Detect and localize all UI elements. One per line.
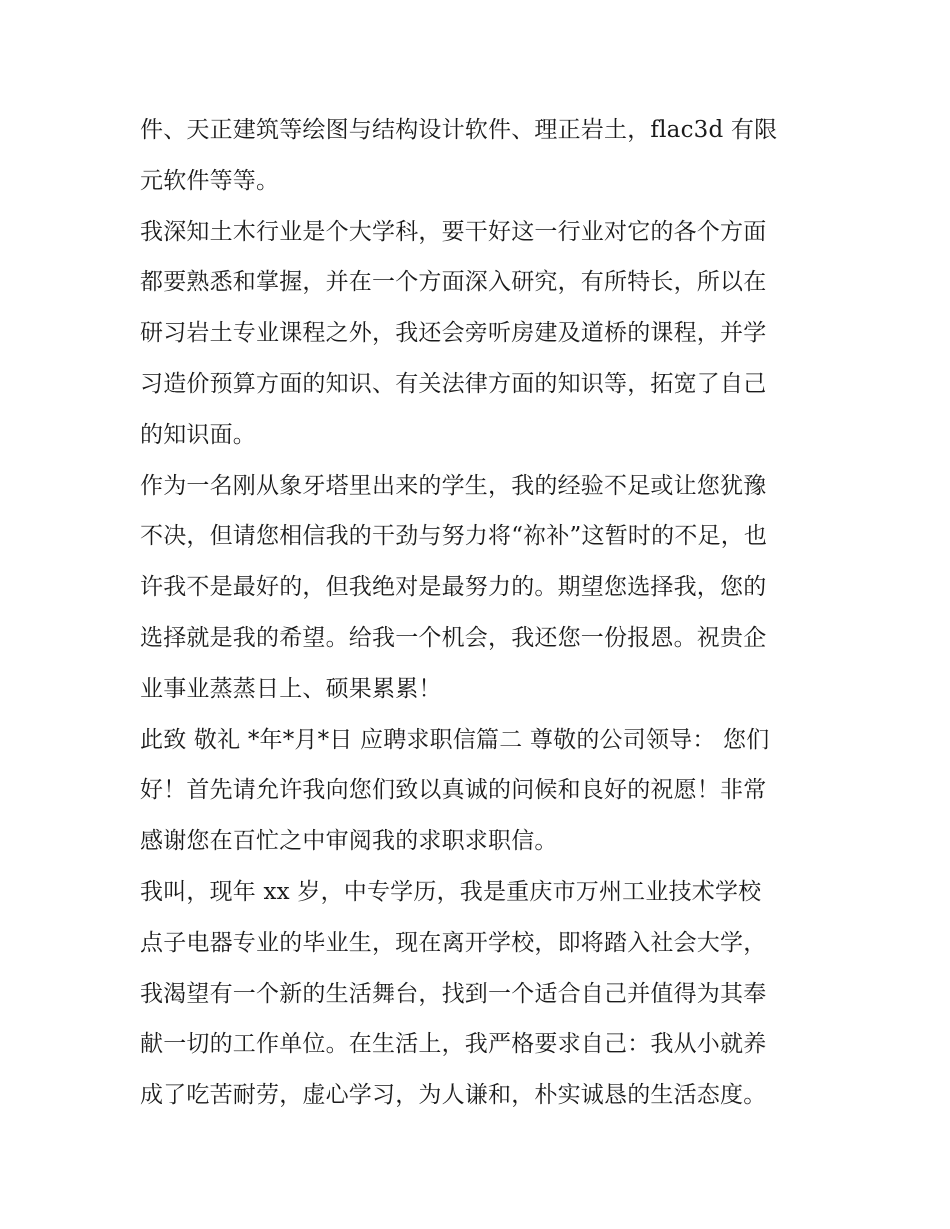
text-line: 献一切的工作单位。在生活上，我严格要求自己：我从小就养 bbox=[140, 1031, 767, 1058]
text-line: 业事业蒸蒸日上、硕果累累！ bbox=[140, 675, 442, 702]
text-line: 我渴望有一个新的生活舞台，找到一个适合自己并值得为其奉 bbox=[140, 980, 767, 1007]
text-line: 不决，但请您相信我的干劲与努力将“祢补”这暂时的不足，也 bbox=[140, 523, 768, 550]
text-line: 元软件等等。 bbox=[140, 167, 280, 194]
text-line: 此致 敬礼 *年*月*日 应聘求职信篇二 尊敬的公司领导： 您们 bbox=[140, 726, 770, 753]
text-line: 都要熟悉和掌握，并在一个方面深入研究，有所特长，所以在 bbox=[140, 269, 767, 296]
text-line: 好！首先请允许我向您们致以真诚的问候和良好的祝愿！非常 bbox=[140, 777, 767, 804]
text-line: 成了吃苦耐劳，虚心学习，为人谦和，朴实诚恳的生活态度。 bbox=[140, 1082, 767, 1109]
body-text bbox=[140, 105, 820, 1121]
text-line: 许我不是最好的，但我绝对是最努力的。期望您选择我，您的 bbox=[140, 574, 767, 601]
text-line: 件、天正建筑等绘图与结构设计软件、理正岩土，flac3d 有限 bbox=[140, 117, 778, 143]
text-line: 习造价预算方面的知识、有关法律方面的知识等，拓宽了自己 bbox=[140, 370, 767, 397]
text-line: 研习岩土专业课程之外，我还会旁听房建及道桥的课程，并学 bbox=[140, 320, 767, 347]
text-line: 点子电器专业的毕业生，现在离开学校，即将踏入社会大学， bbox=[140, 929, 767, 956]
text-line: 的知识面。 bbox=[140, 421, 256, 448]
text-line: 我深知土木行业是个大学科，要干好这一行业对它的各个方面 bbox=[140, 218, 767, 245]
text-line: 感谢您在百忙之中审阅我的求职求职信。 bbox=[140, 828, 558, 855]
text-line: 选择就是我的希望。给我一个机会，我还您一份报恩。祝贵企 bbox=[140, 624, 767, 651]
text-line: 作为一名刚从象牙塔里出来的学生，我的经验不足或让您犹豫 bbox=[140, 472, 767, 499]
text-line: 我叫，现年 xx 岁，中专学历，我是重庆市万州工业技术学校 bbox=[140, 878, 762, 905]
